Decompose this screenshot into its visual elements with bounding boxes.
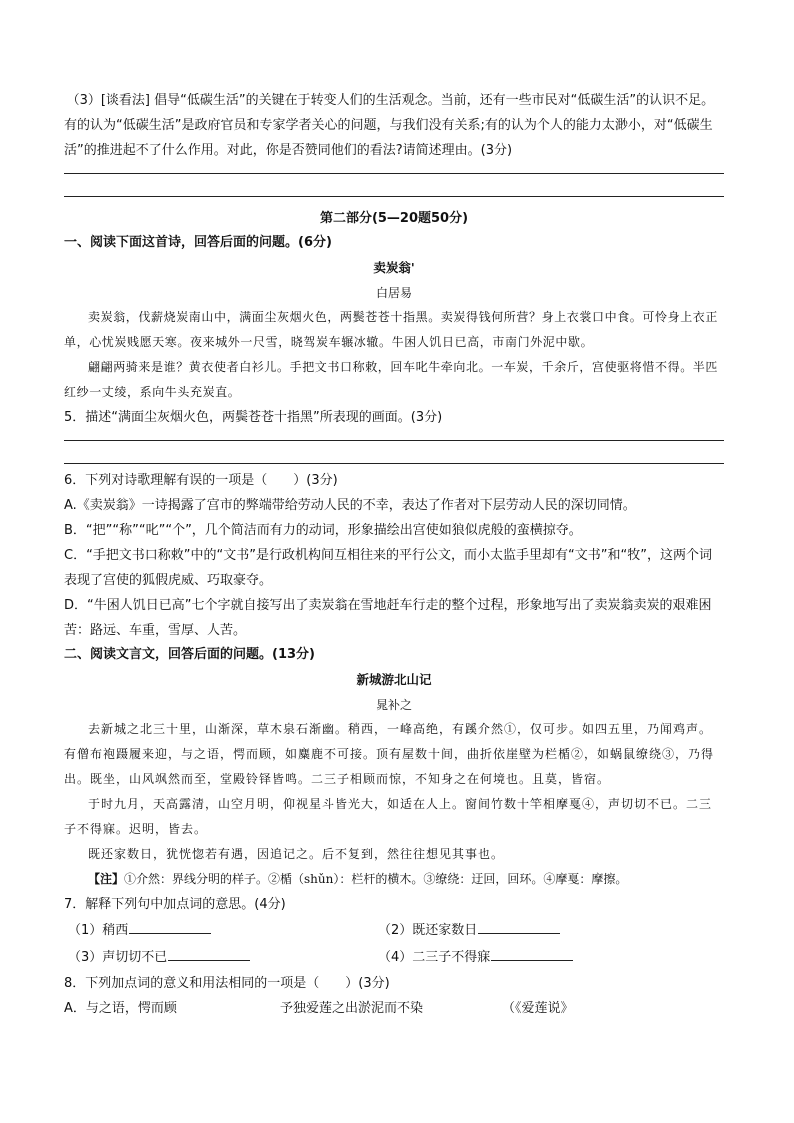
poem-author: 白居易 bbox=[375, 286, 412, 300]
essay-paragraph: 去新城之北三十里，山渐深，草木泉石渐幽。稍西，一峰高绝，有蹊介然①，仅可步。如四五里，乃闻鸡声。有僧布袍蹑履来迎，与之语，愕而顾，如麋鹿不可接。顶有屋数十间，曲折依崖壁为栏楯②，如蜗鼠缭绕③，乃得出。既坐，山风飒然而至，堂殿铃铎皆鸣。二三子相顾而惊，不知身之在何境也。且莫，皆宿。 bbox=[64, 722, 715, 786]
answer-blank[interactable] bbox=[491, 944, 573, 961]
item-label: （4）二三子不得寐 bbox=[378, 950, 491, 965]
essay-paragraph: 既还家数日，犹恍惚若有遇，因追记之。后不复到，然往往想见其事也。 bbox=[88, 847, 505, 861]
question-6-option-b[interactable]: B．“把”“称”“叱”“个”，几个简洁而有力的动词，形象描绘出宫使如狼似虎般的蛮横掠夺。 bbox=[64, 523, 582, 538]
answer-line[interactable] bbox=[64, 173, 724, 174]
item-label: （1）稍西 bbox=[68, 923, 129, 938]
question-7-item bbox=[378, 944, 688, 971]
poem-paragraph: 卖炭翁，伐薪烧炭南山中，满面尘灰烟火色，两鬓苍苍十指黑。卖炭得钱何所营？身上衣裳口中食。可怜身上衣正单，心忧炭贱愿天寒。夜来城外一尺雪，晓驾炭车辗冰辙。牛困人饥日已高，市南门外泥中歇。 bbox=[64, 310, 719, 349]
section-one-title: 一、阅读下面这首诗，回答后面的问题。(6分) bbox=[64, 235, 332, 250]
option-a-source: （《爱莲说》 bbox=[502, 1001, 574, 1016]
question-7-item bbox=[68, 944, 378, 971]
question-7-item bbox=[68, 917, 378, 944]
question-6-option-d[interactable]: D．“牛困人饥日已高”七个字就自接写出了卖炭翁在雪地赶车行走的整个过程，形象地写出了卖炭翁卖炭的艰难困苦：路远、车重，雪厚、人苦。 bbox=[64, 598, 712, 638]
question-7-stem: 7．解释下列句中加点词的意思。(4分) bbox=[64, 897, 286, 912]
note-text: ①介然：界线分明的样子。②楯（shǔn）：栏杆的横木。③缭绕：迂回，回环。④摩戛：摩擦。 bbox=[124, 872, 628, 886]
answer-blank[interactable] bbox=[129, 917, 211, 934]
option-a-sentence: A．与之语，愕而顾 bbox=[64, 1001, 177, 1016]
note-label: 【注】 bbox=[88, 872, 125, 886]
exam-page bbox=[64, 88, 724, 1022]
question-8-option-a[interactable] bbox=[64, 996, 724, 1022]
essay-paragraph: 于时九月，天高露清，山空月明，仰视星斗皆光大，如适在人上。窗间竹数十竿相摩戛④，声切切不已。二三子不得寐。迟明，皆去。 bbox=[64, 797, 713, 836]
question-7-row bbox=[64, 944, 724, 971]
question-5-text: 5．描述“满面尘灰烟火色，两鬓苍苍十指黑”所表现的画面。(3分) bbox=[64, 410, 443, 425]
answer-line[interactable] bbox=[64, 440, 724, 441]
poem-title: 卖炭翁' bbox=[373, 260, 415, 275]
question-6-stem: 6．下列对诗歌理解有误的一项是（ ）(3分) bbox=[64, 473, 338, 488]
answer-line[interactable] bbox=[64, 196, 724, 197]
question-7-item bbox=[378, 917, 688, 944]
option-a-compare: 予独爱莲之出淤泥而不染 bbox=[280, 1001, 424, 1016]
question-3-text: （3）[谈看法] 倡导“低碳生活”的关键在于转变人们的生活观念。当前，还有一些市民对“低碳生活”的认识不足。有的认为“低碳生活”是政府官员和专家学者关心的问题，与我们没有关系;有的认为个人的能力太渺小，对“低碳生活”的推进起不了什么作用。对此，你是否赞同他们的看法?请简述理由。(3分) bbox=[64, 93, 715, 158]
section-two-title: 二、阅读文言文，回答后面的问题。(13分) bbox=[64, 647, 315, 662]
question-6-option-a[interactable]: A.《卖炭翁》一诗揭露了宫市的弊端带给劳动人民的不幸，表达了作者对下层劳动人民的深切同情。 bbox=[64, 498, 636, 513]
question-6-option-c[interactable]: C．“手把文书口称敕”中的“文书”是行政机构间互相往来的平行公文，而小太监手里却有“文书”和“牧”，这两个词表现了宫使的狐假虎威、巧取豪夺。 bbox=[64, 548, 712, 588]
essay-notes bbox=[64, 867, 724, 892]
question-7-row bbox=[64, 917, 724, 944]
item-label: （3）声切切不已 bbox=[68, 950, 168, 965]
poem-paragraph: 翩翩两骑来是谁？黄衣使者白衫儿。手把文书口称敕，回车叱牛牵向北。一车炭，千余斤，宫使驱将惜不得。半匹红纱一丈绫，系向牛头充炭直。 bbox=[64, 360, 719, 399]
answer-blank[interactable] bbox=[168, 944, 250, 961]
question-8-stem: 8．下列加点词的意义和用法相同的一项是（ ）(3分) bbox=[64, 976, 390, 991]
essay-author: 晁补之 bbox=[375, 698, 412, 712]
answer-blank[interactable] bbox=[478, 917, 560, 934]
item-label: （2）既还家数日 bbox=[378, 923, 478, 938]
answer-line[interactable] bbox=[64, 463, 724, 464]
part-two-title: 第二部分(5—20题50分) bbox=[319, 211, 469, 226]
essay-title: 新城游北山记 bbox=[356, 672, 432, 687]
